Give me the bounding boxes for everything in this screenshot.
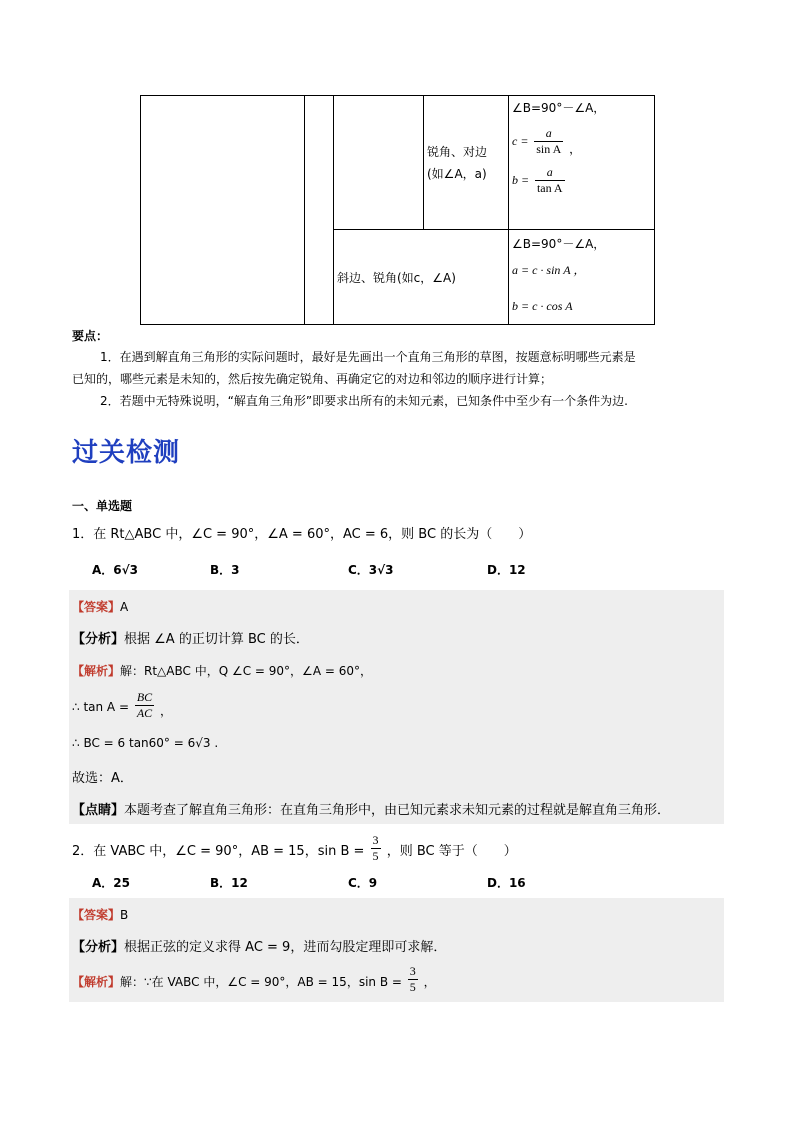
section-subtitle: 一、单选题 xyxy=(72,499,133,513)
table-formula-cell xyxy=(509,96,655,230)
q1-option-a: A．6√3 xyxy=(92,563,138,577)
keypoint-1: 1．在遇到解直角三角形的实际问题时，最好是先画出一个直角三角形的草图，按题意标明哪些元素是 xyxy=(100,350,636,364)
q1-choice-band xyxy=(69,760,724,792)
q1-option-b: B．3 xyxy=(210,563,240,577)
fraction: $\frac{a}{\text{sin A}}$ xyxy=(536,126,562,156)
q1-stem: 1．在 Rt△ABC 中，∠C = 90°，∠A = 60°，AC = 6，则 BC 的长为（ ） xyxy=(72,527,532,542)
q1-solution-line-1: 【解析】解：Rt△ABC 中，Q ∠C = 90°，∠A = 60°， xyxy=(72,664,372,678)
table-empty-cell xyxy=(141,96,305,325)
q2-stem: 2．在 VABC 中，∠C = 90°，AB = 15，sin B = $\frac{3}{5}$ ，则 BC 等于（ ） xyxy=(72,833,517,863)
summary-table xyxy=(140,95,655,325)
table-formula-cell xyxy=(509,230,655,325)
q2-analysis: 【分析】根据正弦的定义求得 AC = 9，进而勾股定理即可求解． xyxy=(72,940,447,955)
q2-option-d: D．16 xyxy=(487,876,526,890)
q1-option-c: C．3√3 xyxy=(348,563,394,577)
q1-option-d: D．12 xyxy=(487,563,526,577)
row1-formula-angle: ∠B=90°－∠A， xyxy=(512,101,606,115)
fraction: $\frac{3}{5}$ xyxy=(409,964,416,994)
fraction: $\frac{BC}{AC}$ xyxy=(136,690,153,720)
fraction: $\frac{3}{5}$ xyxy=(372,833,379,863)
fraction: $\frac{a}{\text{tan A}}$ xyxy=(536,165,563,195)
q1-solution-line-2: ∴ tan A = $\frac{BC}{AC}$ ， xyxy=(72,690,173,720)
q2-option-b: B．12 xyxy=(210,876,248,890)
q1-choice: 故选：A． xyxy=(72,771,133,786)
q1-analysis: 【分析】根据 ∠A 的正切计算 BC 的长． xyxy=(72,632,309,647)
table-empty-cell xyxy=(305,96,334,325)
q1-answer: 【答案】A xyxy=(72,600,129,614)
table-condition-cell xyxy=(424,96,509,230)
row1-formula-b: b = $\frac{a}{\text{tan A}}$ xyxy=(512,165,563,195)
q2-option-c: C．9 xyxy=(348,876,378,890)
q2-solution: 【解析】解：∵在 VABC 中，∠C = 90°，AB = 15，sin B = $\frac{3}{5}$ ， xyxy=(72,964,436,994)
section-title: 过关检测 xyxy=(72,438,181,468)
row2-formula-b: b = c · cos A xyxy=(512,299,573,313)
row2-formula-a: a = c · sin A ， xyxy=(512,263,586,277)
q2-option-a: A．25 xyxy=(92,876,130,890)
q2-answer: 【答案】B xyxy=(72,908,129,922)
row1-condition: 锐角、对边(如∠A，a) xyxy=(427,144,488,181)
table-empty-cell xyxy=(334,96,424,230)
row1-formula-c: c = $\frac{a}{\text{sin A}}$ ， xyxy=(512,126,582,156)
keypoints-label: 要点： xyxy=(72,329,109,343)
keypoint-2: 2．若题中无特殊说明，“解直角三角形”即要求出所有的未知元素，已知条件中至少有一个条件为边. xyxy=(100,394,628,408)
q2-answer-band xyxy=(69,898,724,930)
row2-condition: 斜边、锐角(如c，∠A) xyxy=(337,270,456,285)
keypoint-1-cont: 已知的，哪些元素是未知的，然后按先确定锐角、再确定它的对边和邻边的顺序进行计算； xyxy=(72,372,553,386)
q1-answer-band xyxy=(69,590,724,622)
q1-comment: 【点睛】本题考查了解直角三角形：在直角三角形中，由已知元素求未知元素的过程就是解直角三角形． xyxy=(72,803,671,818)
row2-formula-angle: ∠B=90°－∠A， xyxy=(512,237,606,251)
q1-solution-line-3: ∴ BC = 6 tan60° = 6√3 . xyxy=(72,736,219,750)
table-condition-cell xyxy=(334,230,509,325)
